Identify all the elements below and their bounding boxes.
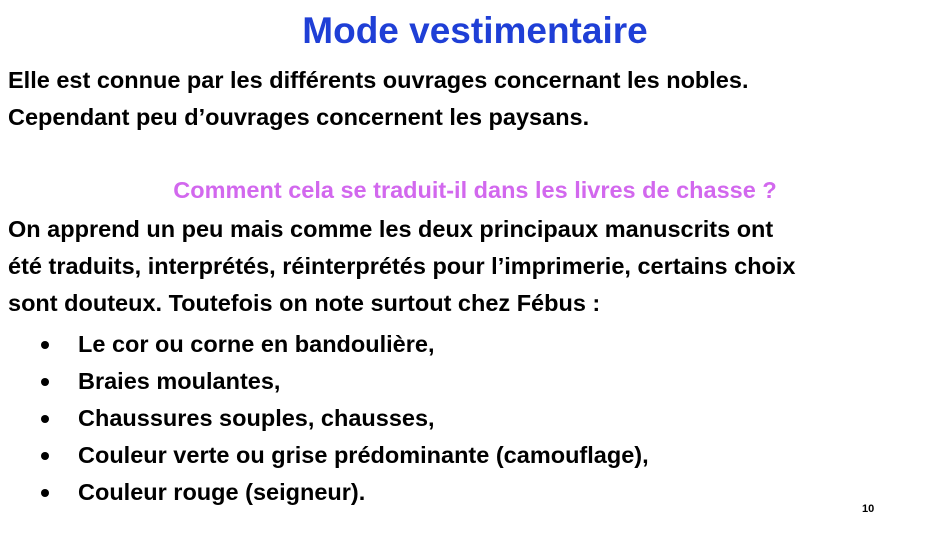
bullet-text: Couleur verte ou grise prédominante (camouflage), xyxy=(78,442,649,468)
bullet-icon xyxy=(41,452,49,460)
bullet-icon xyxy=(41,378,49,386)
bullet-text: Couleur rouge (seigneur). xyxy=(78,479,366,505)
body-paragraph xyxy=(8,211,796,322)
slide-title: Mode vestimentaire xyxy=(302,10,648,51)
bullet-icon xyxy=(41,489,49,497)
bullet-text: Le cor ou corne en bandoulière, xyxy=(78,331,435,357)
body-line: On apprend un peu mais comme les deux principaux manuscrits ont xyxy=(8,216,774,242)
intro-paragraph xyxy=(8,62,748,136)
bullet-icon xyxy=(41,341,49,349)
body-line: sont douteux. Toutefois on note surtout chez Fébus : xyxy=(8,290,601,316)
bullet-icon xyxy=(41,415,49,423)
intro-line: Cependant peu d’ouvrages concernent les paysans. xyxy=(8,104,590,130)
page-number: 10 xyxy=(862,503,875,515)
body-line: été traduits, interprétés, réinterprétés pour l’imprimerie, certains choix xyxy=(8,253,796,279)
bullet-text: Braies moulantes, xyxy=(78,368,281,394)
question-heading: Comment cela se traduit-il dans les livres de chasse ? xyxy=(173,177,777,203)
bullet-text: Chaussures souples, chausses, xyxy=(78,405,435,431)
intro-line: Elle est connue par les différents ouvrages concernant les nobles. xyxy=(8,67,749,93)
